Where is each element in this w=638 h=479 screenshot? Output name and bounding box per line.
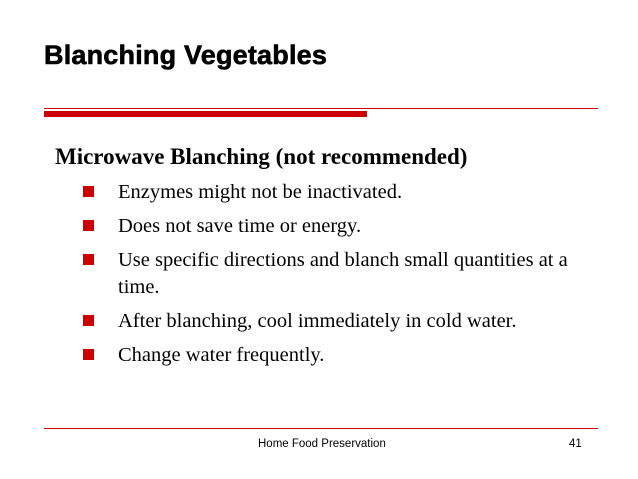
bullet-text: Does not save time or energy. (118, 215, 362, 237)
red-square-bullet-icon (83, 315, 94, 326)
bullet-item (80, 308, 600, 335)
title-divider-line (44, 108, 598, 109)
bullet-list (80, 179, 600, 376)
bullet-text: After blanching, cool immediately in cold water. (118, 310, 517, 332)
bullet-item (80, 179, 600, 206)
bullet-text: Enzymes might not be inactivated. (118, 181, 403, 203)
title-accent-bar (44, 111, 367, 117)
bullet-item (80, 213, 600, 240)
red-square-bullet-icon (83, 254, 94, 265)
page-number: 41 (569, 438, 582, 450)
red-square-bullet-icon (83, 349, 94, 360)
footer-label: Home Food Preservation (258, 438, 386, 450)
footer-divider-line (44, 428, 598, 429)
section-heading: Microwave Blanching (not recommended) (55, 144, 468, 169)
bullet-text: Use specific directions and blanch small quantities at a time. (118, 249, 568, 298)
bullet-text: Change water frequently. (118, 344, 325, 366)
red-square-bullet-icon (83, 186, 94, 197)
slide-title: Blanching Vegetables (44, 40, 328, 70)
bullet-item (80, 247, 600, 301)
red-square-bullet-icon (83, 220, 94, 231)
bullet-item (80, 342, 600, 369)
